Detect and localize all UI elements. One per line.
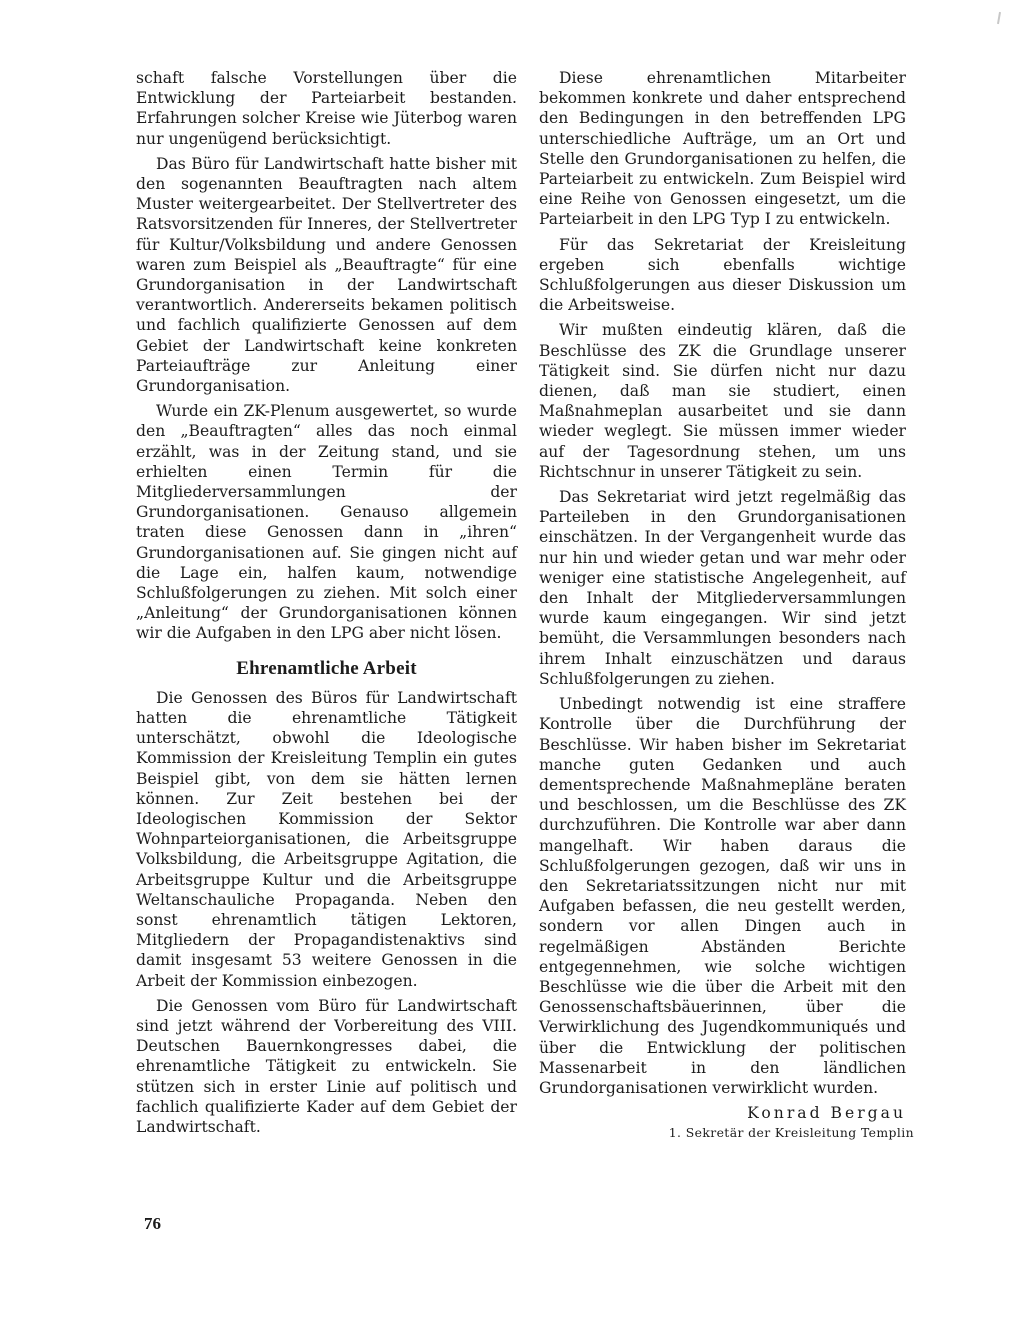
left-column xyxy=(136,68,517,1142)
paragraph: Die Genossen vom Büro für Landwirtschaft sind jetzt während der Vorbereitung des VIII. Deutschen Bauernkongresses dabei, die ehrenamtliche Tätigkeit zu entwickeln. Sie stützen sich in erster Linie auf politisch und fachlich qualifizierte Kader auf dem Gebiet der Landwirtschaft. xyxy=(136,996,517,1136)
author-name: Konrad Bergau xyxy=(747,1104,906,1123)
right-column xyxy=(539,68,914,1142)
author-role: 1. Sekretär der Kreisleitung Templin xyxy=(668,1125,914,1141)
paragraph: Für das Sekretariat der Kreisleitung ergeben sich ebenfalls wichtige Schlußfolgerungen aus dieser Diskussion um die Arbeitsweise. xyxy=(539,235,906,315)
scan-mark xyxy=(997,12,1001,24)
paragraph: Wir mußten eindeutig klären, daß die Beschlüsse des ZK die Grundlage unserer Tätigkeit sind. Sie dürfen nicht nur dazu dienen, daß man sie studiert, einen Maßnahmeplan ausarbeitet und sie dann wieder weglegt. Sie müssen immer wieder auf der Tagesordnung stehen, um uns Richtschnur in unserer Tätigkeit zu sein. xyxy=(539,321,906,481)
signature-block xyxy=(539,1103,914,1142)
paragraph: Diese ehrenamtlichen Mitarbeiter bekommen konkrete und daher entsprechend den Bedingungen in den betreffenden LPG unterschiedliche Aufträge, um an Ort und Stelle den Grundorganisationen zu helfen, die Parteiarbeit zu entwickeln. Zum Beispiel wird eine Reihe von Genossen eingesetzt, um die Parteiarbeit in den LPG Typ I zu entwickeln. xyxy=(539,69,906,229)
paragraph: Wurde ein ZK-Plenum ausgewertet, so wurde den „Beauftragten“ alles das noch einmal erzählt, was in der Zeitung stand, und sie erhielten einen Termin für die Mitgliederversammlungen der Grundorganisationen. Genauso allgemein traten diese Genossen dann in „ihren“ Grundorganisationen auf. Sie gingen nicht auf die Lage ein, halfen kaum, notwendige Schlußfolgerungen zu ziehen. Mit solch einer „Anleitung“ der Grundorganisationen können wir die Aufgaben in den LPG aber nicht lösen. xyxy=(136,402,517,643)
paragraph: Die Genossen des Büros für Landwirtschaft hatten die ehrenamtliche Tätigkeit unterschätzt, obwohl die Ideologische Kommission der Kreisleitung Templin ein gutes Beispiel gibt, von dem sie hätten lernen können. Zur Zeit bestehen bei der Ideologischen Kommission der Sektor Wohnparteiorganisationen, die Arbeitsgruppe Volksbildung, die Arbeitsgruppe Agitation, die Arbeitsgruppe Kultur und die Arbeitsgruppe Weltanschauliche Propaganda. Neben den sonst ehrenamtlich tätigen Lektoren, Mitgliedern der Propagandistenaktivs sind damit insgesamt 53 weitere Genossen in die Arbeit der Kommission einbezogen. xyxy=(136,688,517,990)
paragraph: Das Sekretariat wird jetzt regelmäßig das Parteileben in den Grundorganisationen einschätzen. In der Vergangenheit wurde das nur hin und wieder getan und war mehr oder weniger eine statistische Angelegenheit, auf den Inhalt der Mitgliederversammlungen wurde kaum eingegangen. Wir sind jetzt bemüht, die Versammlungen besonders nach ihrem Inhalt einzuschätzen und daraus Schlußfolgerungen zu ziehen. xyxy=(539,488,906,688)
paragraph: Das Büro für Landwirtschaft hatte bisher mit den sogenannten Beauftragten nach altem Muster weitergearbeitet. Der Stellvertreter des Ratsvorsitzenden für Inneres, der Stellvertreter für Kultur/Volksbildung und andere Genossen waren zum Beispiel als „Beauftragte“ für eine Grundorganisation in der Landwirtschaft verantwortlich. Andererseits bekamen politisch und fachlich qualifizierte Genossen auf dem Gebiet der Landwirtschaft keine konkreten Parteiaufträge zur Anleitung einer Grundorganisation. xyxy=(136,154,517,396)
page-number: 76 xyxy=(144,1214,161,1233)
section-heading: Ehrenamtliche Arbeit xyxy=(236,657,417,679)
paragraph: schaft falsche Vorstellungen über die Entwicklung der Parteiarbeit bestanden. Erfahrungen solcher Kreise wie Jüterbog waren nur ungenügend berücksichtigt. xyxy=(136,69,517,148)
paragraph: Unbedingt notwendig ist eine straffere Kontrolle über die Durchführung der Beschlüsse. Wir haben bisher im Sekretariat manche guten Gedanken und auch dementsprechende Maßnahmepläne beraten und beschlossen, um die Beschlüsse des ZK durchzuführen. Die Kontrolle war aber dann mangelhaft. Wir haben daraus die Schlußfolgerungen gezogen, daß wir uns in den Sekretariatssitzungen nicht nur mit Aufgaben befassen, die neu gestellt werden, sondern vor allen Dingen auch in regelmäßigen Abständen Berichte entgegennehmen, wie solche wichtigen Beschlüsse wie die über die Arbeit mit den Genossenschaftsbäuerinnen, über die Verwirklichung des Jugendkommuniqués und über die Entwicklung der politischen Massenarbeit in den ländlichen Grundorganisationen verwirklicht wurden. xyxy=(539,695,906,1097)
